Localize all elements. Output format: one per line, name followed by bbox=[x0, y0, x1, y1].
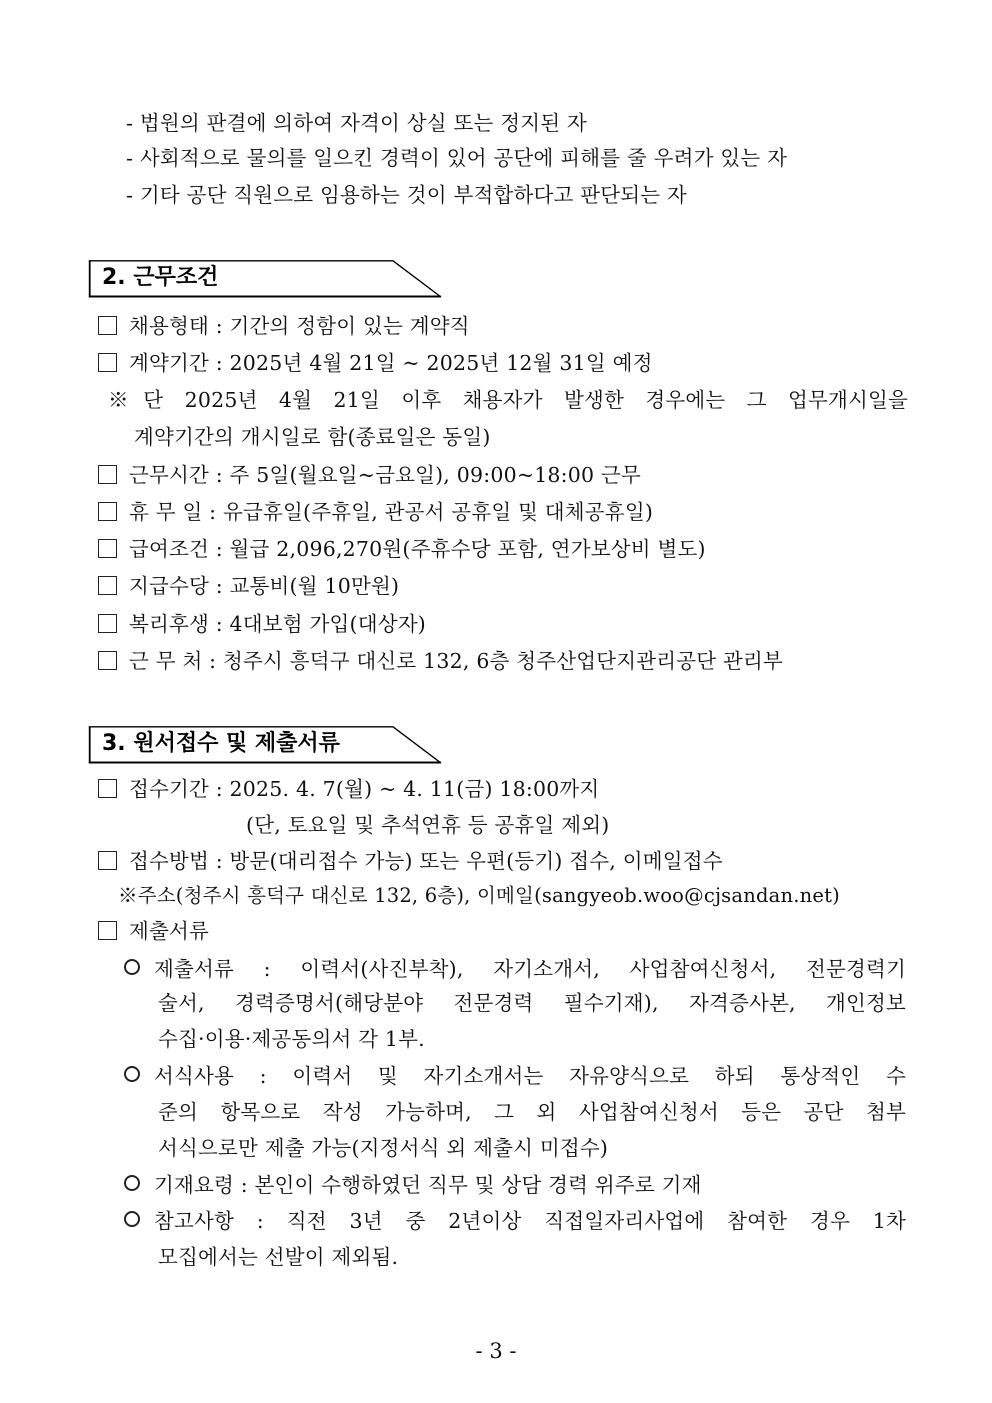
sub-item-forms bbox=[124, 1063, 906, 1089]
contract-note: ※단 2025년 4월 21일 이후 채용자가 발생한 경우에는 그 업무개시일을 bbox=[108, 388, 908, 412]
employment-type-text: 채용형태 : 기간의 정함이 있는 계약직 bbox=[129, 314, 470, 338]
intro-item: - 기타 공단 직원으로 임용하는 것이 부적합하다고 판단되는 자 bbox=[126, 183, 687, 207]
circle-bullet-icon bbox=[124, 1211, 140, 1227]
checkbox-square-icon bbox=[98, 651, 117, 670]
checkbox-square-icon bbox=[98, 353, 117, 372]
sub-item-reference-line2: 모집에서는 선발이 제외됨. bbox=[158, 1245, 399, 1269]
holidays bbox=[98, 499, 653, 525]
application-period bbox=[98, 776, 599, 802]
intro-item: - 법원의 판결에 의하여 자격이 상실 또는 정지된 자 bbox=[126, 111, 587, 135]
sub-item-writing-guide-text: 기재요령 : 본인이 수행하였던 직무 및 상담 경력 위주로 기재 bbox=[154, 1173, 702, 1197]
allowance bbox=[98, 573, 399, 599]
sub-item-forms-text: 서식사용 : 이력서 및 자기소개서는 자유양식으로 하되 통상적인 수 bbox=[154, 1064, 906, 1088]
section-2-title: 2. 근무조건 bbox=[102, 265, 219, 290]
application-method-text: 접수방법 : 방문(대리접수 가능) 또는 우편(등기) 접수, 이메일접수 bbox=[129, 849, 723, 873]
sub-item-reference-text: 참고사항 : 직전 3년 중 2년이상 직접일자리사업에 참여한 경우 1차 bbox=[154, 1209, 906, 1233]
checkbox-square-icon bbox=[98, 576, 117, 595]
sub-item-documents-line2: 술서, 경력증명서(해당분야 전문경력 필수기재), 자격증사본, 개인정보 bbox=[158, 991, 906, 1015]
salary-text: 급여조건 : 월급 2,096,270원(주휴수당 포함, 연가보상비 별도) bbox=[129, 537, 706, 561]
sub-item-documents-text: 제출서류 : 이력서(사진부착), 자기소개서, 사업참여신청서, 전문경력기 bbox=[154, 957, 906, 981]
holidays-text: 휴 무 일 : 유급휴일(주휴일, 관공서 공휴일 및 대체공휴일) bbox=[129, 500, 654, 524]
application-period-text: 접수기간 : 2025. 4. 7(월) ~ 4. 11(금) 18:00까지 bbox=[129, 777, 600, 801]
welfare-text: 복리후생 : 4대보험 가입(대상자) bbox=[129, 612, 426, 636]
sub-item-forms-line2: 준의 항목으로 작성 가능하며, 그 외 사업참여신청서 등은 공단 첨부 bbox=[158, 1100, 906, 1124]
application-period-note: (단, 토요일 및 추석연휴 등 공휴일 제외) bbox=[246, 813, 610, 837]
sub-item-documents-line3: 수집·이용·제공동의서 각 1부. bbox=[158, 1027, 425, 1051]
address-note: ※주소(청주시 흥덕구 대신로 132, 6층), 이메일(sangyeob.woo@cjsandan.net) bbox=[118, 884, 840, 907]
intro-item: - 사회적으로 물의를 일으킨 경력이 있어 공단에 피해를 줄 우려가 있는 자 bbox=[126, 146, 788, 170]
sub-item-writing-guide bbox=[124, 1172, 702, 1198]
checkbox-square-icon bbox=[98, 614, 117, 633]
contract-note-continued: 계약기간의 개시일로 함(종료일은 동일) bbox=[134, 425, 491, 449]
welfare bbox=[98, 611, 426, 637]
documents-heading bbox=[98, 918, 209, 944]
circle-bullet-icon bbox=[124, 959, 140, 975]
checkbox-square-icon bbox=[98, 921, 117, 940]
circle-bullet-icon bbox=[124, 1175, 140, 1191]
workplace-text: 근 무 처 : 청주시 흥덕구 대신로 132, 6층 청주산업단지관리공단 관리부 bbox=[129, 649, 784, 673]
work-hours bbox=[98, 462, 641, 488]
section-3-title: 3. 원서접수 및 제출서류 bbox=[102, 731, 340, 756]
checkbox-square-icon bbox=[98, 316, 117, 335]
page-number: - 3 - bbox=[475, 1339, 517, 1363]
checkbox-square-icon bbox=[98, 502, 117, 521]
allowance-text: 지급수당 : 교통비(월 10만원) bbox=[129, 574, 400, 598]
work-hours-text: 근무시간 : 주 5일(월요일~금요일), 09:00~18:00 근무 bbox=[129, 463, 641, 487]
sub-item-forms-line3: 서식으로만 제출 가능(지정서식 외 제출시 미접수) bbox=[158, 1136, 609, 1160]
checkbox-square-icon bbox=[98, 465, 117, 484]
sub-item-reference bbox=[124, 1208, 906, 1234]
section-2-heading bbox=[88, 260, 442, 296]
documents-heading-text: 제출서류 bbox=[129, 919, 210, 943]
workplace bbox=[98, 648, 783, 674]
checkbox-square-icon bbox=[98, 851, 117, 870]
checkbox-square-icon bbox=[98, 779, 117, 798]
application-method bbox=[98, 848, 723, 874]
contract-period-text: 계약기간 : 2025년 4월 21일 ~ 2025년 12월 31일 예정 bbox=[129, 351, 653, 375]
checkbox-square-icon bbox=[98, 539, 117, 558]
section-3-heading bbox=[88, 726, 442, 762]
salary bbox=[98, 536, 706, 562]
employment-type bbox=[98, 313, 470, 339]
circle-bullet-icon bbox=[124, 1066, 140, 1082]
sub-item-documents bbox=[124, 956, 906, 982]
contract-period bbox=[98, 350, 653, 376]
